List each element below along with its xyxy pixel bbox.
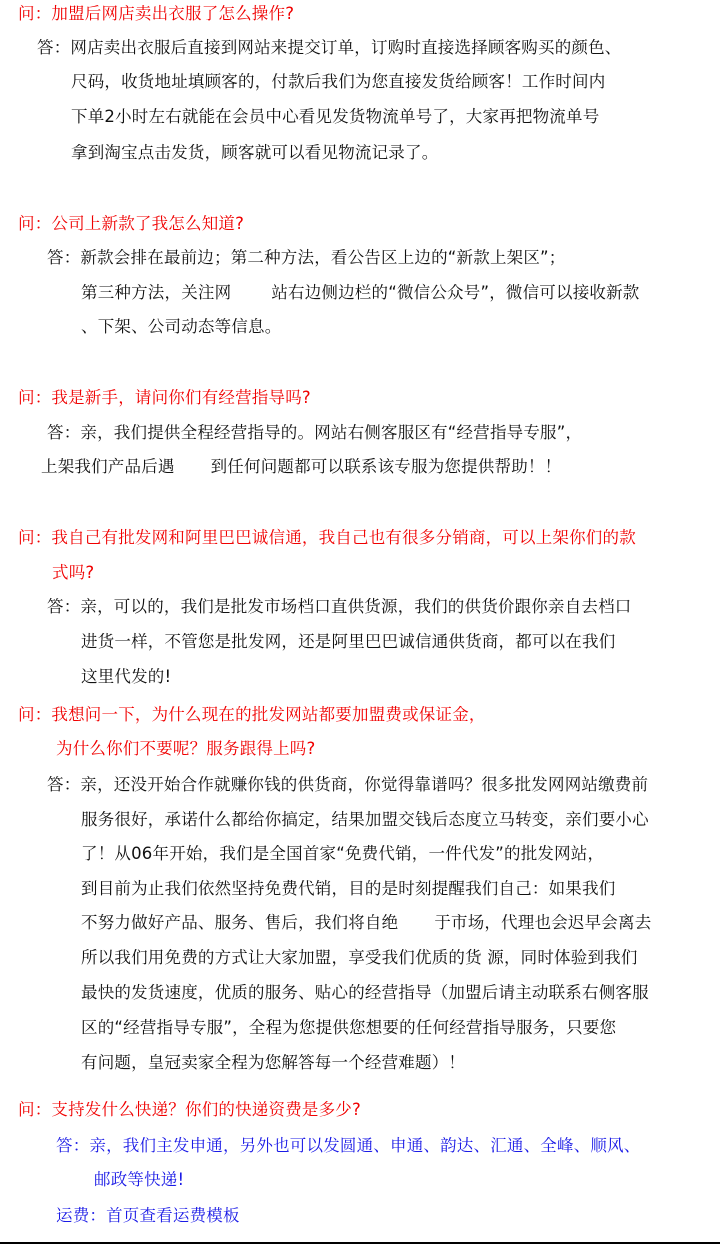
faq-5-answer-line-8: 区的“经营指导专服”，全程为您提供您想要的任何经营指导服务，只要您	[81, 1018, 617, 1037]
faq-2-answer-line-2-part-1: 第三种方法，关注网	[81, 283, 232, 302]
faq-2-answer-line-2-part-2: 站右边侧边栏的“微信公众号”，微信可以接收新款	[271, 283, 640, 302]
faq-4-question-line-1: 问：我自己有批发网和阿里巴巴诚信通，我自己也有很多分销商，可以上架你们的款	[18, 528, 636, 547]
faq-4-answer-line-1: 答：亲，可以的，我们是批发市场档口直供货源，我们的供货价跟你亲自去档口	[47, 597, 632, 616]
faq-5-answer-line-9: 有问题，皇冠卖家全程为您解答每一个经营难题）！	[81, 1053, 466, 1072]
bottom-divider	[0, 1242, 720, 1244]
faq-3-question: 问：我是新手，请问你们有经营指导吗?	[18, 388, 311, 407]
faq-5-answer-line-5-part-2: 于市场，代理也会迟早会离去	[434, 913, 652, 932]
faq-6-answer-line-1: 答：亲，我们主发申通，另外也可以发圆通、申通、韵达、汇通、全峰、顺风、	[56, 1136, 641, 1155]
faq-2-answer-line-2	[81, 282, 640, 304]
faq-3-answer-line-2	[41, 456, 561, 478]
faq-5-answer-line-1: 答：亲，还没开始合作就赚你钱的供货商，你觉得靠谱吗？很多批发网网站缴费前	[47, 775, 649, 794]
faq-5-answer-line-3: 了！从06年开始，我们是全国首家“免费代销，一件代发”的批发网站，	[81, 844, 605, 863]
faq-6-shipping-fee: 运费：首页查看运费模板	[56, 1206, 240, 1225]
faq-2-question: 问：公司上新款了我怎么知道?	[18, 214, 245, 233]
faq-5-answer-line-2: 服务很好，承诺什么都给你搞定，结果加盟交钱后态度立马转变，亲们要小心	[81, 810, 649, 829]
faq-5-answer-line-5	[81, 912, 651, 934]
faq-3-answer-line-1: 答：亲，我们提供全程经营指导的。网站右侧客服区有“经营指导专服”，	[47, 423, 583, 442]
faq-5-answer-line-5-part-1: 不努力做好产品、服务、售后，我们将自绝	[81, 913, 399, 932]
faq-5-question-line-1: 问：我想问一下，为什么现在的批发网站都要加盟费或保证金，	[18, 705, 486, 724]
faq-2-answer-line-3: 、下架、公司动态等信息。	[81, 317, 282, 336]
faq-1-answer-line-2: 尺码，收货地址填顾客的，付款后我们为您直接发货给顾客！工作时间内	[71, 72, 606, 91]
faq-1-question: 问：加盟后网店卖出衣服了怎么操作?	[18, 4, 295, 23]
faq-5-question-line-2: 为什么你们不要呢？服务跟得上吗?	[56, 739, 316, 758]
faq-5-answer-line-6: 所以我们用免费的方式让大家加盟，享受我们优质的货 源，同时体验到我们	[81, 948, 638, 967]
faq-5-answer-line-7: 最快的发货速度，优质的服务、贴心的经营指导（加盟后请主动联系右侧客服	[81, 983, 649, 1002]
faq-1-answer-line-1: 答：网店卖出衣服后直接到网站来提交订单，订购时直接选择顾客购买的颜色、	[37, 38, 622, 57]
faq-4-question-line-2: 式吗?	[52, 563, 95, 582]
faq-1-answer-line-4: 拿到淘宝点击发货，顾客就可以看见物流记录了。	[71, 143, 439, 162]
faq-5-answer-line-4: 到目前为止我们依然坚持免费代销，目的是时刻提醒我们自己：如果我们	[81, 879, 616, 898]
faq-6-question: 问：支持发什么快递？你们的快递资费是多少?	[18, 1100, 361, 1119]
faq-6-answer-line-2: 邮政等快递!	[94, 1170, 185, 1189]
faq-3-answer-line-2-part-1: 上架我们产品后遇	[41, 457, 175, 476]
faq-4-answer-line-2: 进货一样，不管您是批发网，还是阿里巴巴诚信通供货商，都可以在我们	[81, 632, 616, 651]
faq-4-answer-line-3: 这里代发的!	[81, 667, 172, 686]
faq-2-answer-line-1: 答：新款会排在最前边；第二种方法，看公告区上边的“新款上架区”；	[47, 248, 566, 267]
faq-1-answer-line-3: 下单2小时左右就能在会员中心看见发货物流单号了，大家再把物流单号	[71, 107, 600, 126]
faq-3-answer-line-2-part-2: 到任何问题都可以联系该专服为您提供帮助！！	[210, 457, 562, 476]
